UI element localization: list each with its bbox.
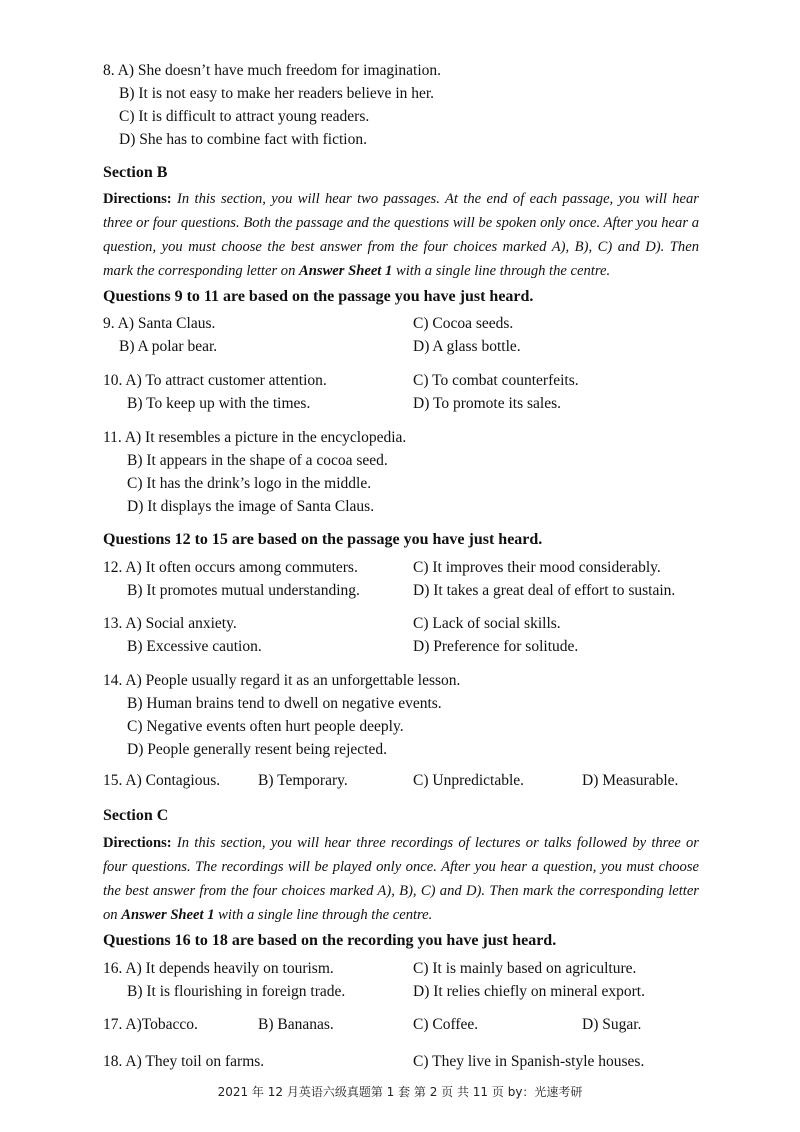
q17-option-a: 17. A)Tobacco.: [103, 1016, 198, 1033]
q13-option-b: B) Excessive caution.: [127, 638, 262, 655]
answer-sheet-ref: Answer Sheet 1: [121, 907, 215, 923]
q16-option-c: C) It is mainly based on agriculture.: [413, 960, 637, 977]
questions-12-15-heading: Questions 12 to 15 are based on the passage you have just heard.: [103, 531, 543, 548]
section-b-directions: [103, 187, 699, 283]
directions-text-end: with a single line through the centre.: [214, 907, 433, 923]
section-c-directions: [103, 831, 699, 927]
q9-option-c: C) Cocoa seeds.: [413, 315, 514, 332]
page-footer: 2021 年 12 月英语六级真题第 1 套 第 2 页 共 11 页 by：光速考研: [217, 1085, 583, 1099]
question-12: [103, 556, 703, 602]
q9-option-d: D) A glass bottle.: [413, 338, 521, 355]
q14-option-c: C) Negative events often hurt people deeply.: [127, 718, 404, 735]
directions-label: Directions:: [103, 835, 172, 851]
q11-option-a: 11. A) It resembles a picture in the encyclopedia.: [103, 429, 407, 446]
question-13: [103, 612, 703, 658]
question-8: [103, 59, 703, 151]
q11-option-c: C) It has the drink’s logo in the middle.: [127, 475, 372, 492]
q10-option-a: 10. A) To attract customer attention.: [103, 372, 327, 389]
q9-option-a: 9. A) Santa Claus.: [103, 315, 216, 332]
section-b-title: Section B: [103, 164, 168, 181]
q10-option-c: C) To combat counterfeits.: [413, 372, 579, 389]
q12-option-c: C) It improves their mood considerably.: [413, 559, 661, 576]
q12-option-d: D) It takes a great deal of effort to sustain.: [413, 582, 676, 599]
directions-text: In this section, you will hear three recordings of lectures or talks followed by three or four questions. The recordings will be played only once. After you hear a question, you must choose the best answer from the four choices marked A), B), C) and D). Then mark the corresponding letter on: [103, 835, 699, 923]
q18-option-c: C) They live in Spanish-style houses.: [413, 1053, 645, 1070]
q16-option-a: 16. A) It depends heavily on tourism.: [103, 960, 334, 977]
q13-option-c: C) Lack of social skills.: [413, 615, 561, 632]
section-c-title: Section C: [103, 807, 169, 824]
directions-label: Directions:: [103, 191, 172, 207]
q8-option-b: B) It is not easy to make her readers believe in her.: [119, 85, 435, 102]
q11-option-d: D) It displays the image of Santa Claus.: [127, 498, 375, 515]
q14-option-d: D) People generally resent being rejected.: [127, 741, 387, 758]
question-16: [103, 957, 703, 1003]
q16-option-b: B) It is flourishing in foreign trade.: [127, 983, 346, 1000]
q11-option-b: B) It appears in the shape of a cocoa seed.: [127, 452, 388, 469]
answer-sheet-ref: Answer Sheet 1: [299, 263, 393, 279]
q14-option-b: B) Human brains tend to dwell on negative events.: [127, 695, 442, 712]
question-11: [103, 426, 703, 518]
q9-option-b: B) A polar bear.: [119, 338, 218, 355]
q15-option-c: C) Unpredictable.: [413, 772, 525, 789]
question-14: [103, 669, 703, 761]
question-9: [103, 312, 703, 358]
question-18: [103, 1050, 703, 1073]
q8-option-a: 8. A) She doesn’t have much freedom for imagination.: [103, 62, 442, 79]
q17-option-b: B) Bananas.: [258, 1016, 334, 1033]
q17-option-d: D) Sugar.: [582, 1016, 642, 1033]
question-17: [103, 1016, 703, 1038]
q12-option-b: B) It promotes mutual understanding.: [127, 582, 360, 599]
question-15: [103, 772, 703, 794]
q17-option-c: C) Coffee.: [413, 1016, 479, 1033]
q12-option-a: 12. A) It often occurs among commuters.: [103, 559, 358, 576]
q8-option-c: C) It is difficult to attract young readers.: [119, 108, 370, 125]
question-10: [103, 369, 703, 415]
q18-option-a: 18. A) They toil on farms.: [103, 1053, 265, 1070]
questions-9-11-heading: Questions 9 to 11 are based on the passage you have just heard.: [103, 288, 534, 305]
q15-option-d: D) Measurable.: [582, 772, 679, 789]
questions-16-18-heading: Questions 16 to 18 are based on the recording you have just heard.: [103, 932, 557, 949]
q16-option-d: D) It relies chiefly on mineral export.: [413, 983, 645, 1000]
directions-text-end: with a single line through the centre.: [392, 263, 611, 279]
q10-option-b: B) To keep up with the times.: [127, 395, 311, 412]
q14-option-a: 14. A) People usually regard it as an unforgettable lesson.: [103, 672, 461, 689]
q10-option-d: D) To promote its sales.: [413, 395, 562, 412]
q15-option-b: B) Temporary.: [258, 772, 348, 789]
q8-option-d: D) She has to combine fact with fiction.: [119, 131, 367, 148]
directions-text: In this section, you will hear two passages. At the end of each passage, you will hear three or four questions. Both the passage and the questions will be spoken only once. After you hear a question, you must choose the best answer from the four choices marked A), B), C) and D). Then mark the corresponding letter on: [103, 191, 699, 279]
q15-option-a: 15. A) Contagious.: [103, 772, 221, 789]
q13-option-d: D) Preference for solitude.: [413, 638, 579, 655]
q13-option-a: 13. A) Social anxiety.: [103, 615, 237, 632]
